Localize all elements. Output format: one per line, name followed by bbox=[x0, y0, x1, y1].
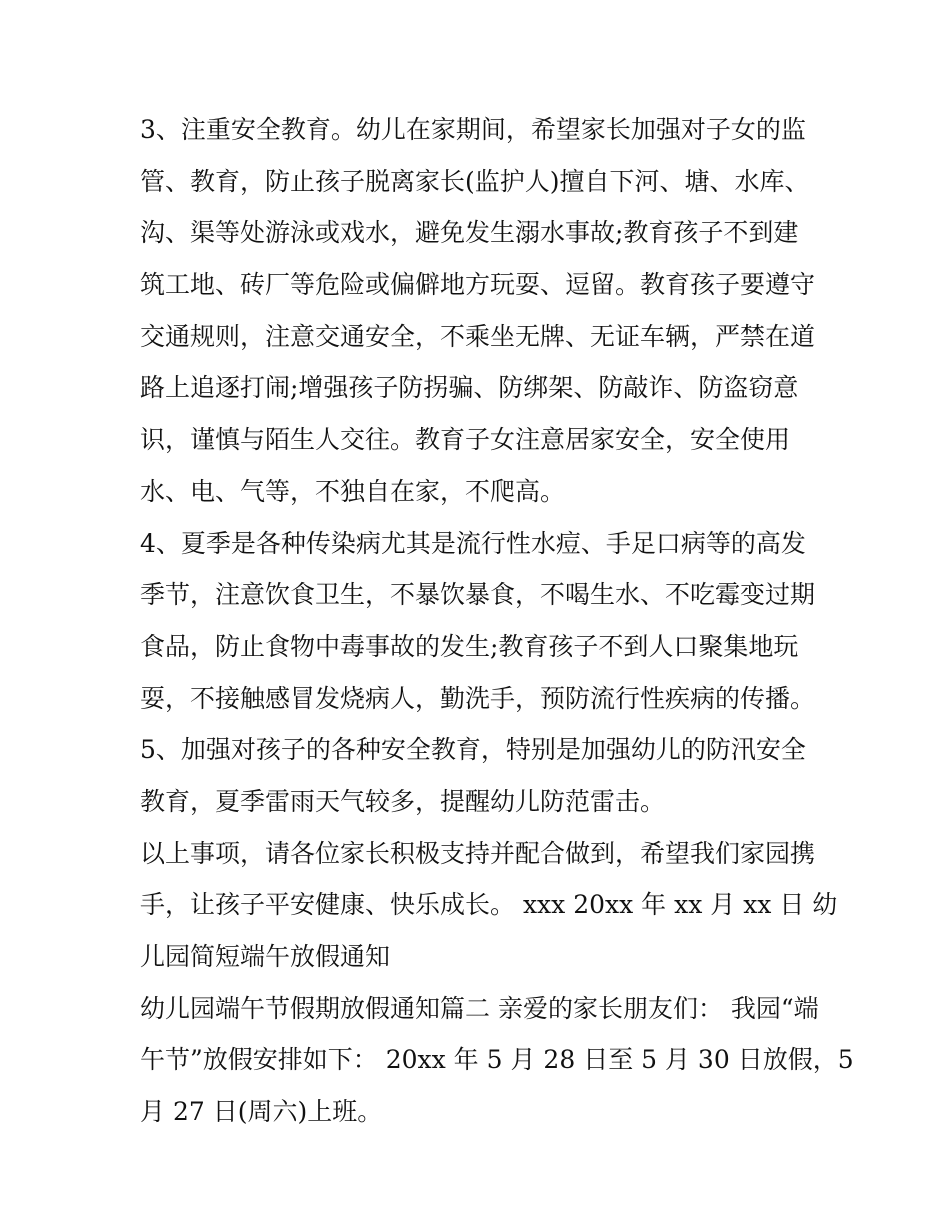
text-line: 沟、渠等处游泳或戏水，避免发生溺水事故;教育孩子不到建 bbox=[140, 218, 799, 248]
text-line: 识，谨慎与陌生人交往。教育子女注意居家安全，安全使用 bbox=[140, 425, 791, 455]
text-line: 耍，不接触感冒发烧病人，勤洗手，预防流行性疾病的传播。 bbox=[140, 683, 816, 713]
text-line: 3、注重安全教育。幼儿在家期间，希望家长加强对子女的监 bbox=[140, 115, 806, 144]
text-line: 5、加强对孩子的各种安全教育，特别是加强幼儿的防汛安全 bbox=[140, 735, 806, 765]
text-line: 筑工地、砖厂等危险或偏僻地方玩耍、逗留。教育孩子要遵守 bbox=[140, 270, 816, 300]
text-line: 儿园简短端午放假通知 bbox=[140, 942, 391, 971]
text-line: 幼儿园端午节假期放假通知篇二 亲爱的家长朋友们： 我园“端 bbox=[140, 993, 819, 1023]
text-line: 4、夏季是各种传染病尤其是流行性水痘、手足口病等的高发 bbox=[140, 528, 806, 558]
text-line: 季节，注意饮食卫生，不暴饮暴食，不喝生水、不吃霉变过期 bbox=[140, 580, 816, 610]
document-body bbox=[140, 104, 854, 1138]
text-line: 路上追逐打闹;增强孩子防拐骗、防绑架、防敲诈、防盗窃意 bbox=[140, 373, 799, 403]
text-line: 交通规则，注意交通安全，不乘坐无牌、无证车辆，严禁在道 bbox=[140, 321, 816, 351]
text-line: 食品，防止食物中毒事故的发生;教育孩子不到人口聚集地玩 bbox=[140, 631, 799, 661]
text-line: 手，让孩子平安健康、快乐成长。 xxx 20xx 年 xx 月 xx 日 幼 bbox=[140, 890, 838, 920]
text-line: 水、电、气等，不独自在家，不爬高。 bbox=[140, 476, 566, 506]
text-line: 午节”放假安排如下： 20xx 年 5 月 28 日至 5 月 30 日放假，5 bbox=[140, 1045, 854, 1075]
text-line: 教育，夏季雷雨天气较多，提醒幼儿防范雷击。 bbox=[140, 786, 666, 816]
text-line: 以上事项，请各位家长积极支持并配合做到，希望我们家园携 bbox=[140, 838, 816, 868]
text-line: 管、教育，防止孩子脱离家长(监护人)擅自下河、塘、水库、 bbox=[140, 166, 810, 196]
text-line: 月 27 日(周六)上班。 bbox=[140, 1097, 383, 1127]
